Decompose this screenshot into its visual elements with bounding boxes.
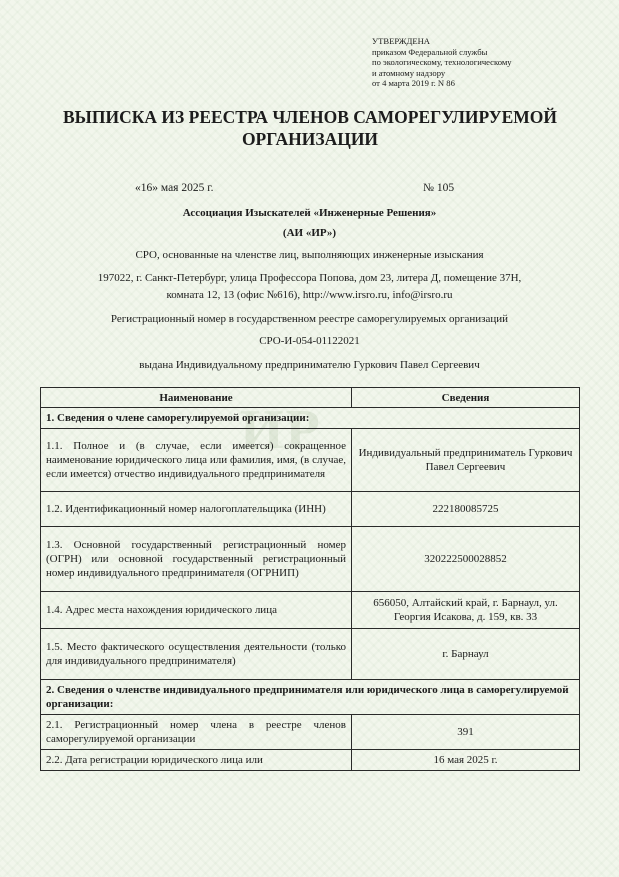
issued-to: выдана Индивидуальному предпринимателю Гуркович Павел Сергеевич xyxy=(139,359,480,371)
row-value: 656050, Алтайский край, г. Барнаул, ул. Георгия Исакова, д. 159, кв. 33 xyxy=(352,592,580,629)
row-label: 2.1. Регистрационный номер члена в реестре членов саморегулируемой организации xyxy=(41,715,352,750)
table-header-row xyxy=(41,388,580,408)
table-row xyxy=(41,592,580,629)
section-row xyxy=(41,408,580,429)
row-value: 320222500028852 xyxy=(352,527,580,592)
column-header-value: Сведения xyxy=(352,388,580,408)
approval-stamp xyxy=(372,36,602,89)
row-label: 1.1. Полное и (в случае, если имеется) сокращенное наименование юридического лица или фамилия, имя, (в случае, если имеется) отчество индивидуального предпринимателя xyxy=(41,429,352,492)
org-address-line-2: комната 12, 13 (офис №616), http://www.irsro.ru, info@irsro.ru xyxy=(166,289,453,301)
document-date: «16» мая 2025 г. xyxy=(135,182,214,194)
org-type: СРО, основанные на членстве лиц, выполняющих инженерные изыскания xyxy=(135,249,484,261)
approval-line: от 4 марта 2019 г. N 86 xyxy=(372,78,455,89)
table-row xyxy=(41,629,580,680)
row-value: 391 xyxy=(352,715,580,750)
registry-label: Регистрационный номер в государственном реестре саморегулируемых организаций xyxy=(110,313,509,325)
row-label: 2.2. Дата регистрации юридического лица или xyxy=(41,750,352,771)
title-line-2: ОРГАНИЗАЦИИ xyxy=(241,129,379,149)
section-2-title: 2. Сведения о членстве индивидуального предпринимателя или юридического лица в саморегулируемой организации: xyxy=(41,680,580,715)
table-row xyxy=(41,715,580,750)
registry-table xyxy=(40,387,580,771)
row-label: 1.3. Основной государственный регистрационный номер (ОГРН) или основной государственный регистрационный номер индивидуального предпринимателя (ОГРНИП) xyxy=(41,527,352,592)
approval-line: по экологическому, технологическому xyxy=(372,57,512,68)
registry-number: СРО-И-054-01122021 xyxy=(259,335,360,347)
column-header-name: Наименование xyxy=(41,388,352,408)
row-value: 16 мая 2025 г. xyxy=(352,750,580,771)
approval-line: УТВЕРЖДЕНА xyxy=(372,36,431,46)
table-row xyxy=(41,750,580,771)
table-row xyxy=(41,527,580,592)
org-name: Ассоциация Изыскателей «Инженерные Решения» xyxy=(182,207,437,219)
watermark-logo: ИР xyxy=(240,399,322,461)
title-line-1: ВЫПИСКА ИЗ РЕЕСТРА ЧЛЕНОВ САМОРЕГУЛИРУЕМОЙ xyxy=(62,107,557,127)
section-1-title: 1. Сведения о члене саморегулируемой организации: xyxy=(41,408,580,429)
row-value: 222180085725 xyxy=(352,492,580,527)
table-row xyxy=(41,429,580,492)
row-label: 1.5. Место фактического осуществления деятельности (только для индивидуального предпринимателя) xyxy=(41,629,352,680)
row-label: 1.4. Адрес места нахождения юридического лица xyxy=(41,592,352,629)
approval-line: и атомному надзору xyxy=(372,67,446,78)
section-row xyxy=(41,680,580,715)
org-short-name: (АИ «ИР») xyxy=(282,227,337,239)
row-value: г. Барнаул xyxy=(352,629,580,680)
document-number: № 105 xyxy=(423,182,455,194)
org-address-line-1: 197022, г. Санкт-Петербург, улица Профессора Попова, дом 23, литера Д, помещение 37Н, xyxy=(97,272,522,284)
approval-line: приказом Федеральной службы xyxy=(372,46,488,57)
row-value: Индивидуальный предприниматель Гуркович Павел Сергеевич xyxy=(352,429,580,492)
row-label: 1.2. Идентификационный номер налогоплательщика (ИНН) xyxy=(41,492,352,527)
document-title xyxy=(40,106,580,150)
table-row xyxy=(41,492,580,527)
